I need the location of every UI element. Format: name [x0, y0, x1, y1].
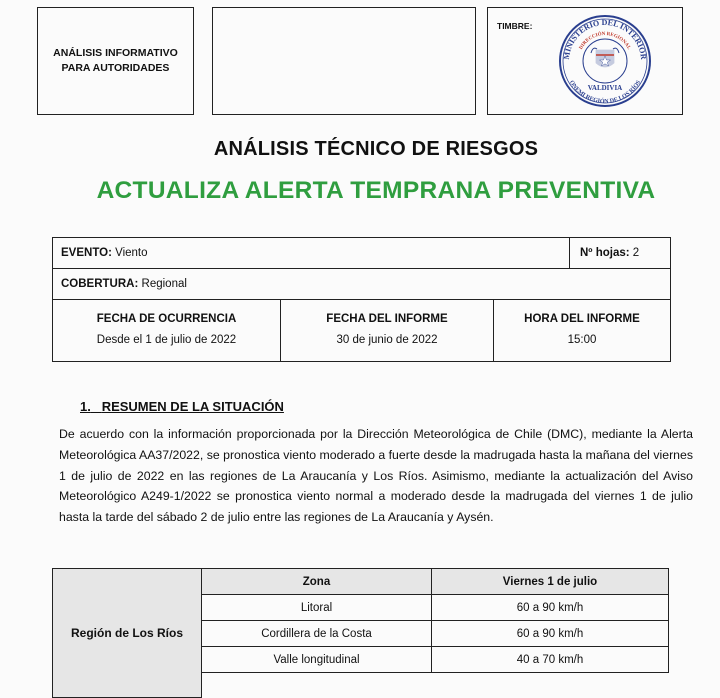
hora-informe-cell	[493, 299, 671, 362]
wind-value-cell	[431, 620, 669, 647]
fecha-informe-value: 30 de junio de 2022	[336, 334, 438, 346]
coat-of-arms-icon	[591, 48, 619, 67]
day-header	[431, 568, 669, 595]
region-cell	[52, 568, 202, 698]
fecha-informe-cell	[280, 299, 494, 362]
alert-title: ACTUALIZA ALERTA TEMPRANA PREVENTIVA	[96, 177, 656, 204]
situation-paragraph: De acuerdo con la información proporcionada por la Dirección Meteorológica de Chile (DMC), mediante la Alerta Meteorológica AA37/2022, se pronostica viento moderado a fuerte desde la madrugada hasta la mañana del viernes 1 de julio de 2022 en las regiones de La Araucanía y Los Ríos. Asimismo, mediante la actualización del Aviso Meteorológico A249-1/2022 se pronostica viento normal a moderado desde la madrugada del viernes 1 de julio hasta la tarde del sábado 2 de julio entre las regiones de La Araucanía y Aysén.	[59, 427, 693, 525]
document-title: ANÁLISIS TÉCNICO DE RIESGOS	[213, 138, 539, 160]
wind-value: 60 a 90 km/h	[516, 628, 584, 640]
zona-cell	[201, 646, 432, 673]
fecha-ocurrencia-label: FECHA DE OCURRENCIA	[96, 313, 237, 325]
cobertura-cell	[52, 268, 671, 300]
hora-informe-label: HORA DEL INFORME	[524, 313, 640, 325]
seal-bottom-text: ONEMI REGIÓN DE LOS RÍOS	[567, 79, 643, 106]
evento-cell	[52, 237, 570, 269]
event-info-table	[52, 237, 671, 362]
zona-header	[201, 568, 432, 595]
section-title: RESUMEN DE LA SITUACIÓN	[101, 399, 284, 414]
evento-label: EVENTO:	[61, 247, 112, 259]
hora-informe-value: 15:00	[567, 334, 597, 346]
zona-name: Cordillera de la Costa	[261, 628, 372, 640]
cobertura-label: COBERTURA:	[61, 278, 139, 290]
zona-name: Litoral	[300, 602, 333, 614]
section-number: 1.	[80, 399, 91, 414]
seal-inner-text: DIRECCIÓN REGIONAL	[578, 31, 632, 51]
wind-value: 40 a 70 km/h	[516, 654, 584, 666]
wind-value-cell	[431, 594, 669, 621]
ministry-seal	[555, 13, 655, 109]
timbre-label: TIMBRE:	[497, 21, 533, 31]
zona-cell	[201, 620, 432, 647]
cobertura-value: Regional	[141, 278, 187, 290]
hojas-cell	[569, 237, 671, 269]
zona-header-label: Zona	[302, 576, 331, 588]
day-header-label: Viernes 1 de julio	[502, 576, 598, 588]
region-label: Región de Los Ríos	[70, 626, 183, 640]
wind-value: 60 a 90 km/h	[516, 602, 584, 614]
zona-cell	[201, 594, 432, 621]
seal-city: VALDIVIA	[587, 84, 623, 92]
audience-line-1: ANÁLISIS INFORMATIVO	[53, 46, 178, 59]
evento-value: Viento	[115, 247, 148, 259]
hojas-value: 2	[632, 247, 640, 259]
hojas-label: Nº hojas:	[580, 247, 630, 259]
seal-outer-text: MINISTERIO DEL INTERIOR	[561, 17, 649, 61]
header-blank-box	[212, 7, 476, 115]
fecha-ocurrencia-cell	[52, 299, 281, 362]
audience-line-2: PARA AUTORIDADES	[61, 62, 170, 74]
fecha-informe-label: FECHA DEL INFORME	[326, 313, 448, 325]
wind-zones-table	[52, 568, 669, 698]
zona-name: Valle longitudinal	[273, 654, 360, 666]
fecha-ocurrencia-value: Desde el 1 de julio de 2022	[96, 334, 237, 346]
section-heading	[80, 399, 284, 414]
audience-box	[37, 7, 194, 115]
wind-value-cell	[431, 646, 669, 673]
